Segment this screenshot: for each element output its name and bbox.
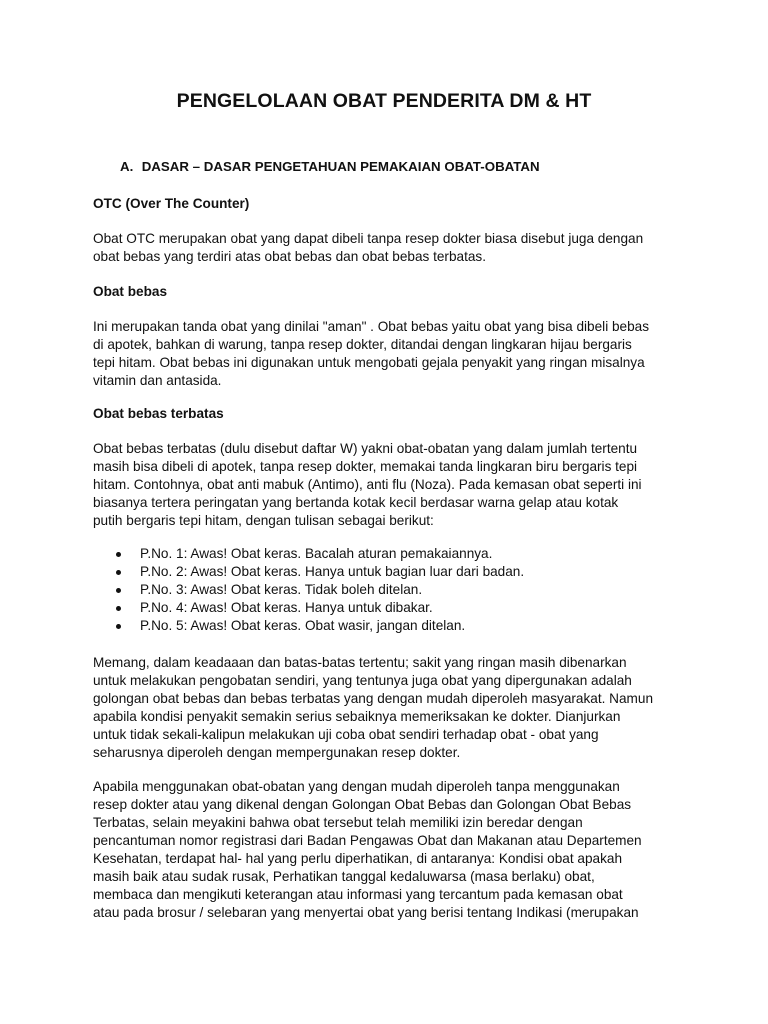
paragraph-line: Memang, dalam keadaaan dan batas-batas tertentu; sakit yang ringan masih dibenarkan [93, 655, 627, 670]
paragraph-line: apabila kondisi penyakit semakin serius sebaiknya memeriksakan ke dokter. Dianjurkan [93, 709, 621, 724]
document-title: PENGELOLAAN OBAT PENDERITA DM & HT [176, 90, 592, 112]
warning-text: P.No. 2: Awas! Obat keras. Hanya untuk bagian luar dari badan. [140, 564, 525, 579]
warning-text: P.No. 5: Awas! Obat keras. Obat wasir, jangan ditelan. [140, 618, 466, 633]
paragraph-line: atau pada brosur / selebaran yang menyertai obat yang berisi tentang Indikasi (merupakan [93, 905, 639, 920]
obat-bebas-heading: Obat bebas [93, 284, 168, 299]
obat-bebas-terbatas-heading: Obat bebas terbatas [93, 406, 224, 421]
paragraph-line: obat bebas yang terdiri atas obat bebas dan obat bebas terbatas. [93, 249, 486, 264]
paragraph-line: resep dokter atau yang dikenal dengan Golongan Obat Bebas dan Golongan Obat Bebas [93, 797, 632, 812]
otc-paragraph [93, 230, 683, 266]
warning-item [113, 563, 524, 581]
paragraph-line: hitam. Contohnya, obat anti mabuk (Antimo), anti flu (Noza). Pada kemasan obat seperti ini [93, 477, 642, 492]
bullet-icon [116, 606, 121, 611]
paragraph-line: masih bisa dibeli di apotek, tanpa resep dokter, memakai tanda lingkaran biru bergaris tepi [93, 459, 638, 474]
otc-heading: OTC (Over The Counter) [93, 196, 250, 211]
warning-item [113, 581, 524, 599]
apabila-paragraph [93, 778, 683, 922]
paragraph-line: Obat bebas terbatas (dulu disebut daftar W) yakni obat-obatan yang dalam jumlah tertentu [93, 441, 638, 456]
paragraph-line: seharusnya diperoleh dengan mempergunakan resep dokter. [93, 745, 461, 760]
warning-text: P.No. 4: Awas! Obat keras. Hanya untuk dibakar. [140, 600, 433, 615]
paragraph-line: untuk tidak sekali-kalipun melakukan uji coba obat sendiri terhadap obat - obat yang [93, 727, 599, 742]
paragraph-line: tepi hitam. Obat bebas ini digunakan untuk mengobati gejala penyakit yang ringan misalnya [93, 355, 645, 370]
paragraph-line: masih baik atau sudak rusak, Perhatikan tanggal kedaluwarsa (masa berlaku) obat, [93, 869, 595, 884]
paragraph-line: golongan obat bebas dan bebas terbatas yang dengan mudah diperoleh masyarakat. Namun [93, 691, 654, 706]
warning-list [113, 545, 524, 635]
paragraph-line: untuk melakukan pengobatan sendiri, yang tentunya juga obat yang dipergunakan adalah [93, 673, 632, 688]
paragraph-line: pencantuman nomor registrasi dari Badan Pengawas Obat dan Makanan atau Departemen [93, 833, 642, 848]
paragraph-line: vitamin dan antasida. [93, 373, 222, 388]
warning-item [113, 599, 524, 617]
warning-text: P.No. 1: Awas! Obat keras. Bacalah aturan pemakaiannya. [140, 546, 493, 561]
warning-item [113, 617, 524, 635]
obat-bebas-terbatas-paragraph [93, 440, 683, 530]
paragraph-line: di apotek, bahkan di warung, tanpa resep dokter, ditandai dengan lingkaran hijau bergaris [93, 337, 632, 352]
bullet-icon [116, 588, 121, 593]
paragraph-line: Ini merupakan tanda obat yang dinilai "aman" . Obat bebas yaitu obat yang bisa dibeli bebas [93, 319, 650, 334]
section-number: A. [120, 159, 134, 174]
warning-text: P.No. 3: Awas! Obat keras. Tidak boleh ditelan. [140, 582, 423, 597]
paragraph-line: Terbatas, selain meyakini bahwa obat tersebut telah memiliki izin beredar dengan [93, 815, 583, 830]
paragraph-line: Obat OTC merupakan obat yang dapat dibeli tanpa resep dokter biasa disebut juga dengan [93, 231, 644, 246]
bullet-icon [116, 552, 121, 557]
section-heading-text: DASAR – DASAR PENGETAHUAN PEMAKAIAN OBAT-OBATAN [141, 159, 540, 174]
paragraph-line: membaca dan mengikuti keterangan atau informasi yang tercantum pada kemasan obat [93, 887, 623, 902]
bullet-icon [116, 570, 121, 575]
bullet-icon [116, 624, 121, 629]
memang-paragraph [93, 654, 683, 762]
section-heading [120, 159, 540, 174]
paragraph-line: Kesehatan, terdapat hal- hal yang perlu diperhatikan, di antaranya: Kondisi obat apakah [93, 851, 623, 866]
warning-item [113, 545, 524, 563]
paragraph-line: biasanya tertera peringatan yang bertanda kotak kecil berdasar warna gelap atau kotak [93, 495, 619, 510]
obat-bebas-paragraph [93, 318, 683, 390]
paragraph-line: putih bergaris tepi hitam, dengan tulisan sebagai berikut: [93, 513, 434, 528]
paragraph-line: Apabila menggunakan obat-obatan yang dengan mudah diperoleh tanpa menggunakan [93, 779, 620, 794]
